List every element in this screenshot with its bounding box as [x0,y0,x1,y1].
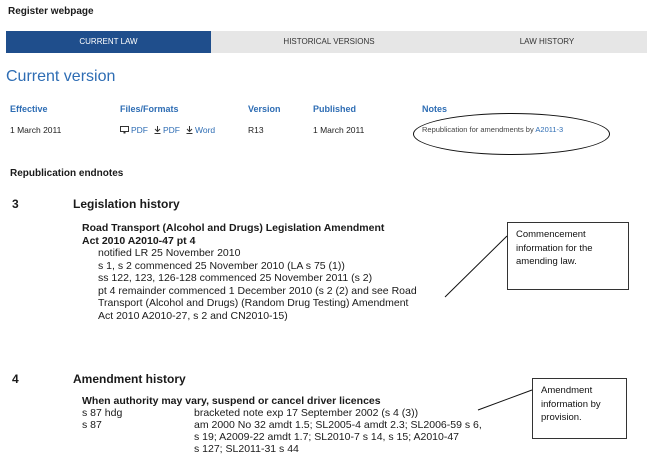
tab-historical-versions[interactable]: HISTORICAL VERSIONS [283,37,375,46]
amendment-link[interactable]: A2011-3 [535,125,564,134]
table-row [82,407,522,419]
column-published: Published [313,104,357,114]
table-row [82,419,522,431]
amendment-text: bracketed note exp 17 September 2002 (s 4 (3)) [194,407,419,419]
callout-line: amending law. [516,256,577,267]
column-version: Version [248,104,281,114]
amendment-text: am 2000 No 32 amdt 1.5; SL2005-4 amdt 2.3; SL2006-59 s 6, [194,419,482,431]
republication-endnotes-heading: Republication endnotes [10,168,124,179]
page-title: Register webpage [8,6,94,17]
word-download-link[interactable] [186,125,215,135]
amendment-table [82,407,522,455]
callout-line: information for the [516,242,593,254]
tab-bar [6,31,647,53]
legislation-history-number: 3 [12,197,19,211]
act-title-line-2: Act 2010 A2010-47 pt 4 [82,234,196,247]
provision: s 87 [82,419,102,431]
history-line: Act 2010 A2010-27, s 2 and CN2010-15) [98,309,288,322]
monitor-icon [120,126,129,134]
pdf-view-label: PDF [131,125,148,135]
commencement-callout [507,222,629,290]
word-download-label: Word [195,125,216,135]
tab-law-history[interactable]: LAW HISTORY [519,37,575,46]
version-number: R13 [248,125,264,135]
amendment-history-number: 4 [12,372,19,386]
download-icon [154,126,161,134]
callout-line: Commencement [516,229,586,240]
history-line: pt 4 remainder commenced 1 December 2010 (s 2 (2) and see Road [98,284,417,297]
pdf-download-label: PDF [163,125,180,135]
column-effective: Effective [10,104,48,114]
current-version-heading: Current version [6,68,116,85]
history-line: notified LR 25 November 2010 [98,247,241,259]
pdf-download-link[interactable] [154,125,180,135]
callout-line: provision. [541,412,582,423]
act-title-line-1: Road Transport (Alcohol and Drugs) Legislation Amendment [82,222,385,234]
amendment-callout [532,378,627,439]
column-files-formats: Files/Formats [120,104,179,114]
pdf-view-link[interactable] [120,125,148,135]
amendment-subheading: When authority may vary, suspend or cancel driver licences [82,395,381,407]
provision: s 87 hdg [82,407,123,419]
formats-cell [120,125,215,135]
effective-date: 1 March 2011 [10,125,62,135]
column-notes: Notes [422,104,448,114]
download-icon [186,126,193,134]
published-date: 1 March 2011 [313,125,365,135]
amendment-continuation: s 127; SL2011-31 s 44 [194,443,299,455]
amendment-history-title: Amendment history [73,372,186,386]
history-line: ss 122, 123, 126-128 commenced 25 November 2011 (s 2) [98,272,373,284]
legislation-history-title: Legislation history [73,197,180,211]
amendment-continuation: s 19; A2009-22 amdt 1.7; SL2010-7 s 14, s 15; A2010-47 [194,431,460,443]
history-line: Transport (Alcohol and Drugs) (Random Drug Testing) Amendment [98,297,409,309]
callout-line: Amendment [541,385,593,396]
legislation-history-entry [82,222,482,322]
history-line: s 1, s 2 commenced 25 November 2010 (LA s 75 (1)) [98,259,345,272]
notes-highlight-ellipse [413,113,610,155]
tab-current-law[interactable]: CURRENT LAW [6,31,211,53]
callout-line: information by [541,398,601,410]
notes-prefix: Republication for amendments by [422,125,536,134]
